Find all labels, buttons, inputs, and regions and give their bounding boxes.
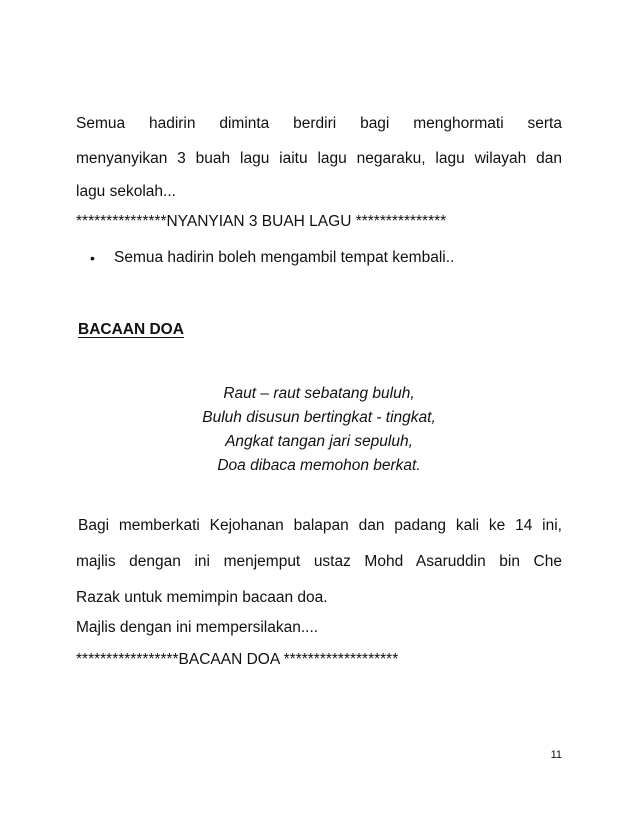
stars-divider-doa: *****************BACAAN DOA ******************* xyxy=(76,651,399,668)
poem-line-3: Angkat tangan jari sepuluh, xyxy=(225,433,413,450)
paragraph-2-line-4: Majlis dengan ini mempersilakan.... xyxy=(76,619,319,636)
paragraph-2-line-3: Razak untuk memimpin bacaan doa. xyxy=(76,589,328,606)
paragraph-1-line-2: menyanyikan 3 buah lagu iaitu lagu negaraku, lagu wilayah dan xyxy=(76,150,562,167)
bullet-item-text: Semua hadirin boleh mengambil tempat kembali.. xyxy=(114,249,455,266)
page-number: 11 xyxy=(550,749,562,761)
stars-divider-songs: ***************NYANYIAN 3 BUAH LAGU *************** xyxy=(76,213,447,230)
section-heading-bacaan-doa: BACAAN DOA xyxy=(78,321,184,338)
paragraph-2-line-1: Bagi memberkati Kejohanan balapan dan padang kali ke 14 ini, xyxy=(78,517,562,534)
paragraph-2-line-2: majlis dengan ini menjemput ustaz Mohd Asaruddin bin Che xyxy=(76,553,562,570)
bullet-dot-icon: • xyxy=(90,250,95,266)
paragraph-1-line-1: Semua hadirin diminta berdiri bagi menghormati serta xyxy=(76,115,562,132)
poem-line-1: Raut – raut sebatang buluh, xyxy=(223,385,415,402)
poem-line-4: Doa dibaca memohon berkat. xyxy=(217,457,421,474)
paragraph-1-line-3: lagu sekolah... xyxy=(76,183,176,200)
poem-line-2: Buluh disusun bertingkat - tingkat, xyxy=(202,409,436,426)
